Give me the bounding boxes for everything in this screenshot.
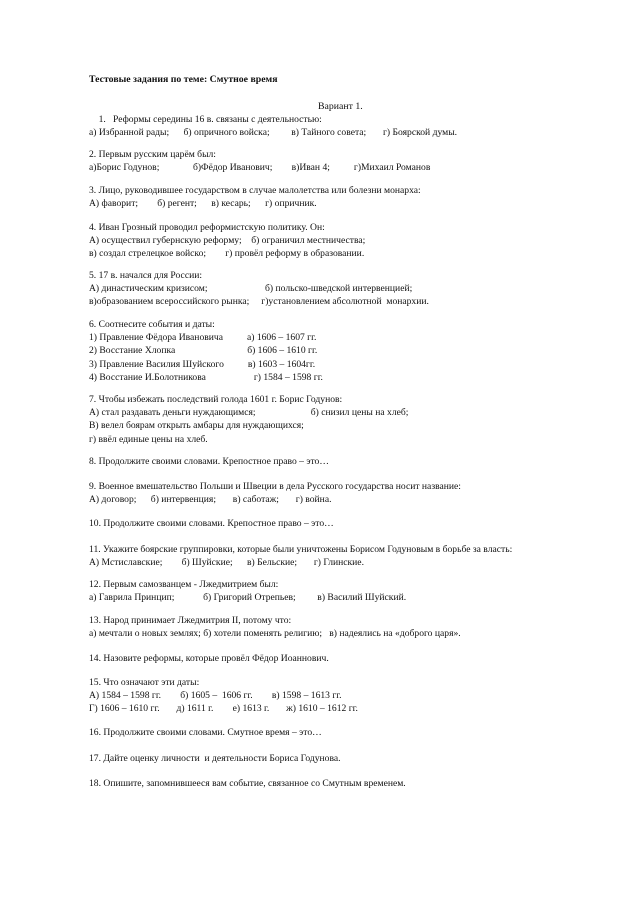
answer-options: а) Избранной рады; б) опричного войска; в) Тайного совета; г) Боярской думы. [89,127,458,139]
question-7 [89,393,609,446]
variant-label: Вариант 1. [318,101,363,112]
question-text: 18. Опишите, запомнившееся вам событие, связанное со Смутным временем. [89,778,406,789]
question-text: 10. Продолжите своими словами. Крепостное право – это… [89,518,334,529]
answer-options: А) фаворит; б) регент; в) кесарь; г) опричник. [89,198,317,210]
question-3 [89,184,609,210]
document-title: Тестовые задания по теме: Смутное время [89,74,278,85]
answer-options: в) создал стрелецкое войско; г) провёл реформу в образовании. [89,248,365,260]
question-18 [89,777,609,790]
matching-row: 4) Восстание И.Болотникова г) 1584 – 1598 гг. [89,371,323,383]
answer-options: А) осуществил губернскую реформу; б) ограничил местничества; [89,235,366,247]
question-5 [89,269,609,309]
answer-options: В) велел боярам открыть амбары для нуждающихся; [89,420,304,432]
question-text: 12. Первым самозванцем - Лжедмитрием был: [89,579,279,590]
question-text: 5. 17 в. начался для России: [89,270,203,281]
question-text: 4. Иван Грозный проводил реформистскую политику. Он: [89,222,325,233]
answer-options: А) 1584 – 1598 гг. б) 1605 – 1606 гг. в) 1598 – 1613 гг. [89,690,342,702]
answer-options: в)образованием всероссийского рынка; г)установлением абсолютной монархии. [89,296,429,308]
question-2 [89,148,609,174]
question-text: 3. Лицо, руководившее государством в случае малолетства или болезни монарха: [89,185,421,196]
question-14 [89,652,609,665]
question-text: 7. Чтобы избежать последствий голода 1601 г. Борис Годунов: [89,394,343,405]
question-text: 17. Дайте оценку личности и деятельности Бориса Годунова. [89,753,341,764]
question-text: 15. Что означают эти даты: [89,677,200,688]
answer-options: а) Гаврила Принцип; б) Григорий Отрепьев; в) Василий Шуйский. [89,592,407,604]
question-text: 13. Народ принимает Лжедмитрия II, потому что: [89,615,292,626]
matching-row: 2) Восстание Хлопка б) 1606 – 1610 гг. [89,345,318,357]
question-text: 6. Соотнесите события и даты: [89,319,215,330]
answer-options: г) ввёл единые цены на хлеб. [89,433,208,445]
question-text: 2. Первым русским царём был: [89,149,216,160]
question-text: 8. Продолжите своими словами. Крепостное право – это… [89,456,329,467]
question-1 [89,113,609,139]
question-4 [89,221,609,261]
answer-options: А) стал раздавать деньги нуждающимся; б) снизил цены на хлеб; [89,407,409,419]
question-9 [89,480,609,506]
question-15 [89,676,609,716]
question-text: 16. Продолжите своими словами. Смутное время – это… [89,727,322,738]
question-17 [89,752,609,765]
answer-options: А) Мстиславские; б) Шуйские; в) Бельские; г) Глинские. [89,557,364,569]
question-16 [89,726,609,739]
matching-row: 1) Правление Фёдора Ивановича а) 1606 – 1607 гг. [89,332,317,344]
question-text: 9. Военное вмешательство Польши и Швеции в дела Русского государства носит название: [89,481,461,492]
question-6 [89,318,609,384]
question-text: 14. Назовите реформы, которые провёл Фёдор Иоаннович. [89,653,329,664]
answer-options: А) династическим кризисом; б) польско-шведской интервенцией; [89,283,413,295]
question-13 [89,614,609,640]
answer-options: а)Борис Годунов; б)Фёдор Иванович; в)Иван 4; г)Михаил Романов [89,162,431,174]
question-text: 1. Реформы середины 16 в. связаны с деятельностью: [89,114,322,125]
question-text: 11. Укажите боярские группировки, которые были уничтожены Борисом Годуновым в борьбе за власть: [89,544,513,555]
answer-options: Г) 1606 – 1610 гг. д) 1611 г. е) 1613 г. ж) 1610 – 1612 гг. [89,703,358,715]
answer-options: А) договор; б) интервенция; в) саботаж; г) война. [89,494,332,506]
question-11 [89,543,609,569]
matching-row: 3) Правление Василия Шуйского в) 1603 – 1604гг. [89,358,316,370]
question-10 [89,517,609,530]
answer-options: а) мечтали о новых землях; б) хотели поменять религию; в) надеялись на «доброго царя». [89,628,461,640]
question-12 [89,578,609,604]
question-8 [89,455,609,468]
